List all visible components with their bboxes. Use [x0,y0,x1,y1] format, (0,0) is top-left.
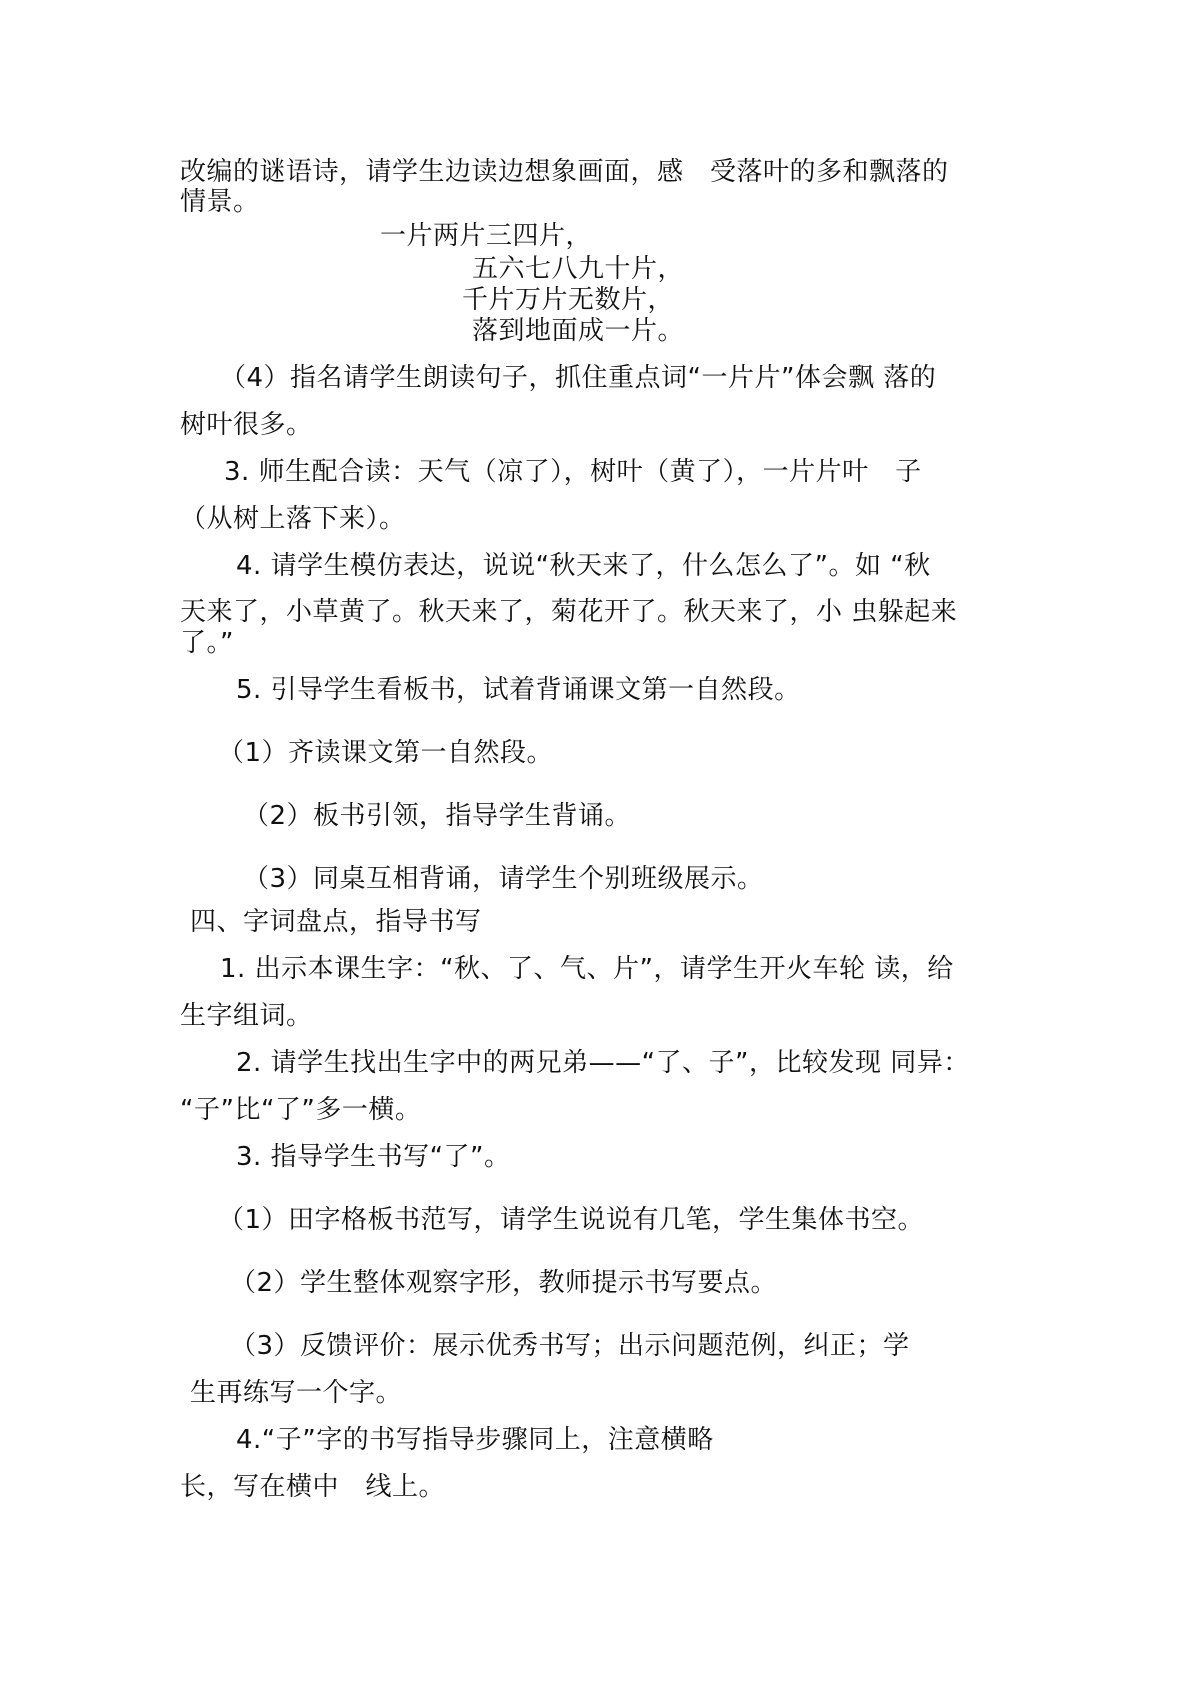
paragraph-line: 3. 师生配合读：天气（凉了），树叶（黄了），一片片叶 子 [224,457,922,487]
list-item: （3）反馈评价：展示优秀书写；出示问题范例，纠正；学 [230,1331,910,1361]
paragraph-line: 树叶很多。 [180,410,313,440]
paragraph-line: （4）指名请学生朗读句子，抓住重点词“一片片”体会飘 落的 [220,363,937,393]
paragraph-line: 生再练写一个字。 [190,1378,403,1408]
paragraph-line: 情景。 [180,187,260,217]
paragraph-line: 长，写在横中 线上。 [180,1472,446,1502]
paragraph-line: 4. 请学生模仿表达，说说“秋天来了，什么怎么了”。如 “秋 [236,551,931,581]
section-heading: 四、字词盘点，指导书写 [190,907,482,937]
paragraph-line: 5. 引导学生看板书，试着背诵课文第一自然段。 [236,675,801,705]
paragraph-line: 天来了，小草黄了。秋天来了，菊花开了。秋天来了，小 虫躲起来 [180,597,958,627]
list-item: （3）同桌互相背诵，请学生个别班级展示。 [243,864,764,894]
list-item: （2）学生整体观察字形，教师提示书写要点。 [230,1268,778,1298]
poem-line: 一片两片三四片， [380,221,593,251]
paragraph-line: 生字组词。 [180,1001,313,1031]
paragraph-line: 了。” [180,628,234,658]
poem-line: 落到地面成一片。 [472,316,685,346]
paragraph-line: 3. 指导学生书写“了”。 [236,1142,511,1172]
list-item: （1）田字格板书范写，请学生说说有几笔，学生集体书空。 [218,1205,925,1235]
poem-line: 五六七八九十片， [472,254,685,284]
paragraph-line: 4.“子”字的书写指导步骤同上，注意横略 [236,1425,714,1455]
paragraph-line: 1. 出示本课生字：“秋、了、气、片”，请学生开火车轮 读，给 [220,954,954,984]
paragraph-line: 2. 请学生找出生字中的两兄弟——“了、子”，比较发现 同异： [236,1048,970,1078]
list-item: （1）齐读课文第一自然段。 [218,738,554,768]
list-item: （2）板书引领，指导学生背诵。 [243,801,632,831]
paragraph-line: 改编的谜语诗，请学生边读边想象画面，感 受落叶的多和飘落的 [180,157,949,187]
paragraph-line: “子”比“了”多一横。 [180,1095,422,1125]
poem-line: 千片万片无数片， [462,285,675,315]
paragraph-line: （从树上落下来）。 [180,504,406,534]
